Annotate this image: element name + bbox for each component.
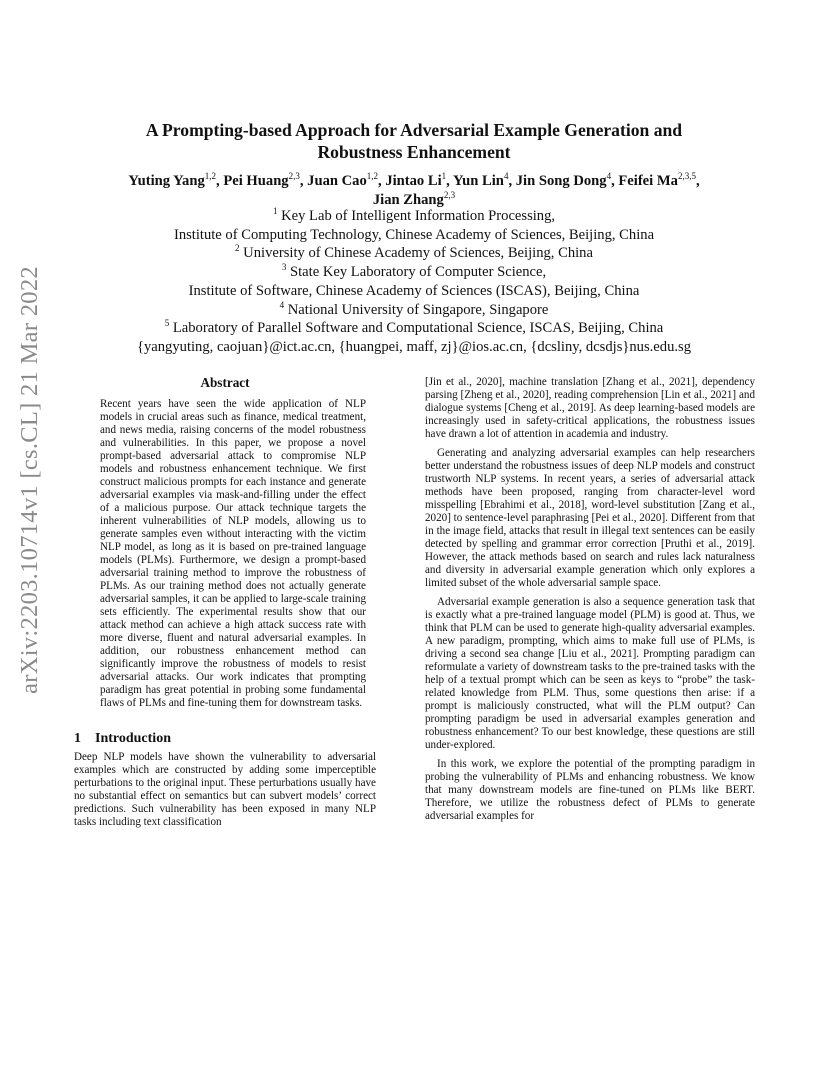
abstract-body: Recent years have seen the wide application of NLP models in crucial areas such as finance, medical treatment, and news media, raising concerns of the model robustness and vulnerabilities. In this paper, we propose a novel prompt-based adversarial attack to compromise NLP models and robustness enhancement technique. We first construct malicious prompts for each instance and generate adversarial examples via mask-and-filling under the effect of a malicious purpose. Our attack technique targets the inherent vulnerabilities of NLP models, allowing us to generate samples even without interacting with the victim NLP model, as long as it is based on pre-trained language models (PLMs). Furthermore, we design a prompt-based adversarial training method to improve the robustness of PLMs. As our training method does not actually generate adversarial samples, it can be applied to large-scale training sets efficiently. The experimental results show that our attack method can achieve a high attack success rate with more diverse, fluent and natural adversarial examples. In addition, our robustness enhancement method can significantly improve the robustness of models to resist adversarial attacks. Our work indicates that prompting paradigm has great potential in probing some fundamental flaws of PLMs and fine-tuning them for downstream tasks. xyxy=(100,398,366,709)
author: Jintao Li$^1$, xyxy=(385,171,453,189)
affiliation-line: $^2$ University of Chinese Academy of Sciences, Beijing, China xyxy=(235,243,593,262)
affiliation-line: $^4$ National University of Singapore, Singapore xyxy=(279,299,549,318)
section-heading-introduction xyxy=(74,732,376,745)
author: Jin Song Dong$^4$, xyxy=(515,171,619,189)
body-paragraph: [Jin et al., 2020], machine translation [Zhang et al., 2021], dependency parsing [Zheng et al., 2020], reading comprehension [Lin et al., 2021] and dialogue systems [Cheng et al., 2019]. As deep learning-based models are increasingly used in safety-critical applications, the robustness issues have drawn a lot of attention in academia and industry. xyxy=(425,376,755,440)
arxiv-identifier: arXiv:2203.10714v1 [cs.CL] 21 Mar 2022 xyxy=(16,266,43,694)
body-paragraph: Adversarial example generation is also a sequence generation task that is exactly what a pre-trained language model (PLM) is good at. Thus, we think that PLM can be used to generate high-quality adversarial examples. A new paradigm, prompting, which aims to make full use of PLMs, is driving a second sea change [Liu et al., 2021]. Prompting paradigm can reformulate a variety of downstream tasks to the pre-trained tasks with the help of a textual prompt which can be seen as keys to “probe” the task-related knowledge from PLM. Thus, some questions then arise: if a prompt is maliciously constructed, what will the PLM output? Can prompting paradigm be used in adversarial examples generation and robustness enhancement? To our best knowledge, these questions are still under-explored. xyxy=(425,596,755,751)
body-paragraph: Generating and analyzing adversarial examples can help researchers better understand the robustness issues of deep NLP models and construct trustworth NLP systems. In recent years, a series of adversarial attack methods have been proposed, ranging from character-level word misspelling [Ebrahimi et al., 2018], word-level substitution [Zang et al., 2020] to sentence-level paraphrasing [Pei et al., 2020]. Different from that in the image field, attacks that result in illegal text sentences can be easily detected by spelling and grammar error correction [Pruthi et al., 2019]. However, the attack methods based on search and rules lack naturalness and diversity in adversarial example generation which only explores a limited subset of the whole adversarial sample space. xyxy=(425,447,755,589)
affiliation-line: $^1$ Key Lab of Intelligent Information Processing, xyxy=(272,206,556,224)
right-column xyxy=(425,376,755,823)
affiliation-line: Institute of Computing Technology, Chinese Academy of Sciences, Beijing, China xyxy=(173,226,655,243)
left-column xyxy=(74,376,376,829)
author: Yuting Yang$^{1,2}$, xyxy=(128,171,224,189)
abstract-heading: Abstract xyxy=(200,375,250,390)
title-line-2: Robustness Enhancement xyxy=(317,142,511,162)
author: Yun Lin$^4$, xyxy=(452,171,516,189)
paper-title xyxy=(60,119,768,163)
title-line-1: A Prompting-based Approach for Adversarial Example Generation and xyxy=(145,120,683,140)
arxiv-side-stamp xyxy=(6,266,54,694)
email-addresses: {yangyuting, caojuan}@ict.ac.cn, {huangpei, maff, zj}@ios.ac.cn, {dcsliny, dcsdjs}nus.edu.sg xyxy=(136,338,692,355)
affiliation-line: $^5$ Laboratory of Parallel Software and Computational Science, ISCAS, Beijing, China xyxy=(164,318,664,337)
author: Feifei Ma$^{2,3,5}$, xyxy=(618,171,700,189)
section-title: Introduction xyxy=(95,731,171,746)
affiliation-line: $^3$ State Key Laboratory of Computer Science, xyxy=(281,262,547,281)
author: Jian Zhang$^{2,3}$ xyxy=(372,190,456,208)
author: Pei Huang$^{2,3}$, xyxy=(223,171,308,189)
section-number: 1 xyxy=(74,731,81,746)
affiliations xyxy=(60,207,768,357)
affiliation-line: Institute of Software, Chinese Academy of Sciences (ISCAS), Beijing, China xyxy=(188,282,640,299)
author-list xyxy=(60,172,768,210)
intro-paragraph: Deep NLP models have shown the vulnerability to adversarial examples which are constructed by adding some imperceptible perturbations to the original input. These perturbations usually have no substantial effect on semantics but can subvert models’ correct predictions. Such vulnerability has been exposed in many NLP tasks including text classification xyxy=(74,751,376,828)
author: Juan Cao$^{1,2}$, xyxy=(307,171,386,189)
body-paragraph: In this work, we explore the potential of the prompting paradigm in probing the vulnerability of PLMs and enhancing robustness. We know that many downstream models are fine-tuned on PLMs like BERT. Therefore, we utilize the robustness defect of PLMs to generate adversarial examples for xyxy=(425,758,755,822)
